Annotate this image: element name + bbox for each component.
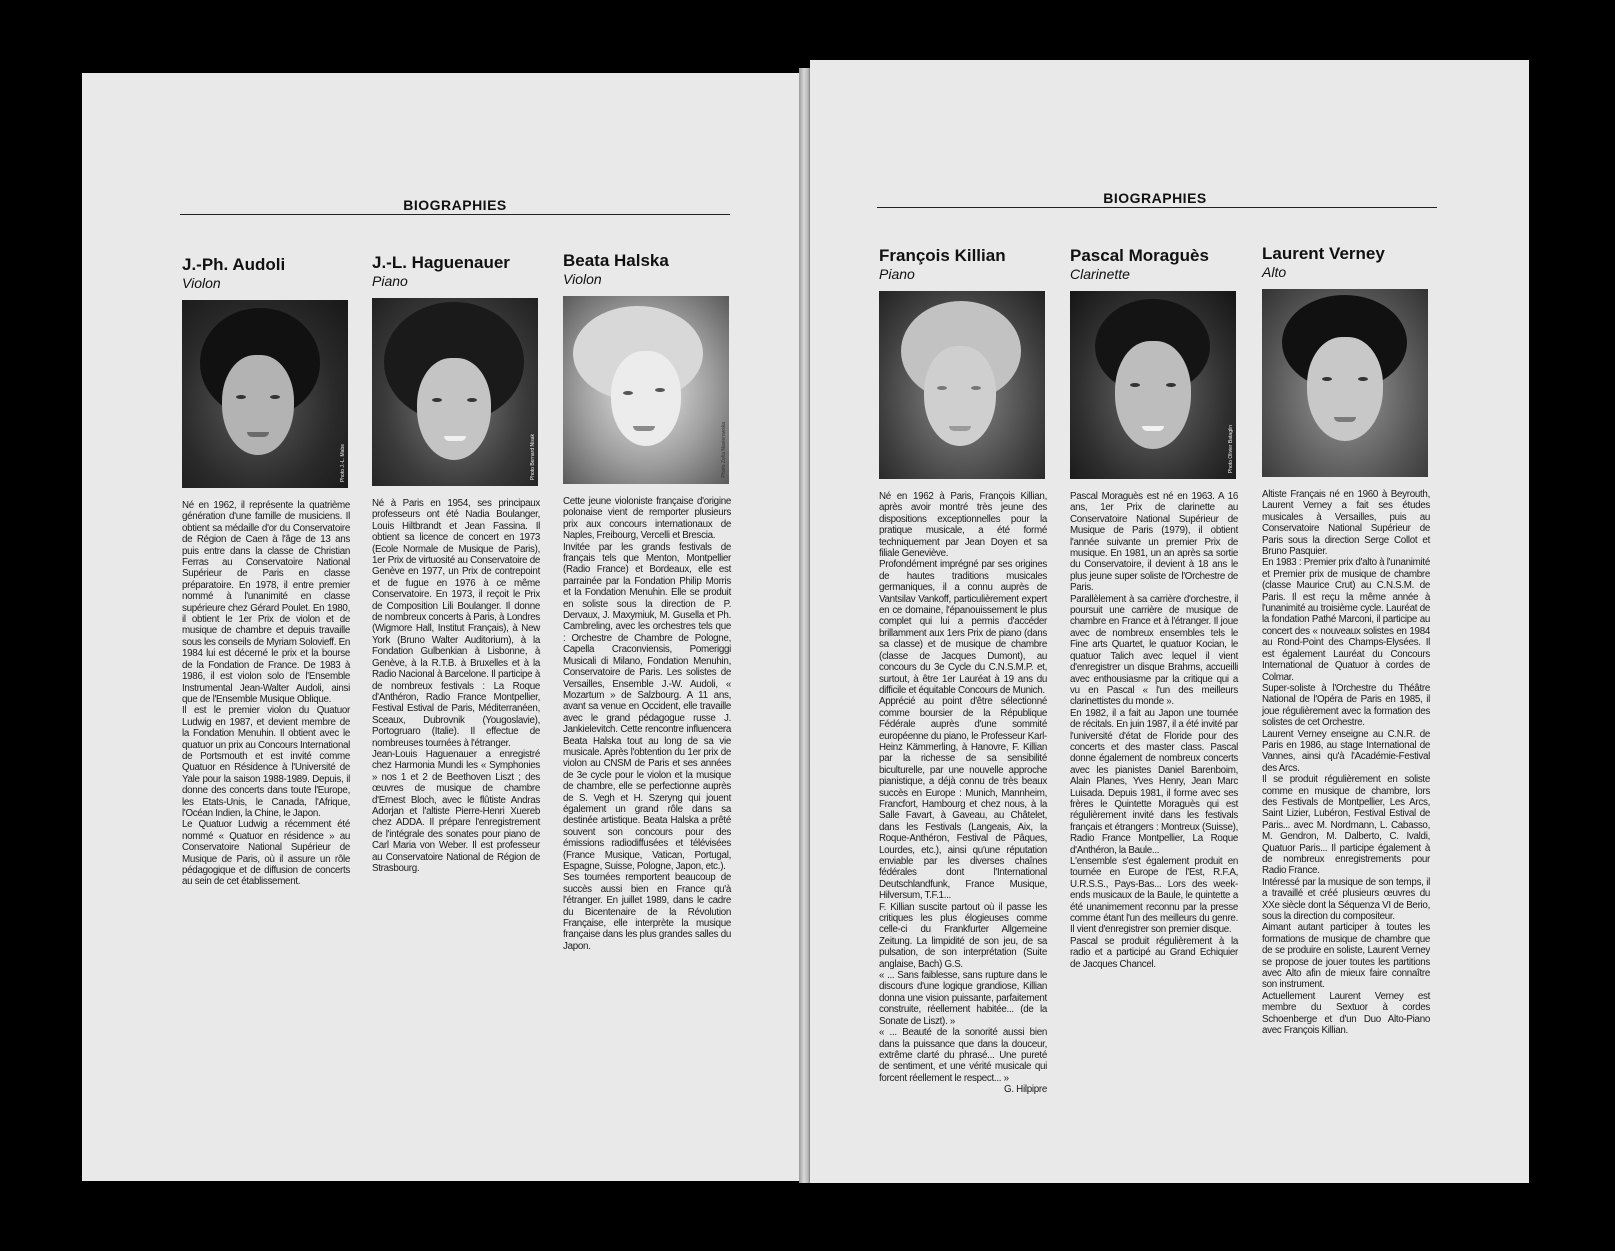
photo-credit: Photo Olivier Bataglin xyxy=(1228,424,1234,473)
bio-paragraph: Né en 1962, il représente la quatrième génération d'une famille de musiciens. Il obtient sa médaille d'or du Conservatoire de Région de Caen à l'âge de 13 ans puis entre dans la classe de Christian Ferras au Conservatoire National Supérieur de Paris en classe préparatoire. En 1978, il entre premier nommé à l'unanimité en classe supérieure chez Gérard Poulet. En 1980, il obtient le 1er Prix de violon et de musique de chambre et depuis travaille sous les conseils de Myriam Solovieff. En 1984 lui est décerné le prix et la bourse de la Fondation de France. De 1983 à 1986, il est violon solo de l'Ensemble Instrumental Jean-Walter Audoli, ainsi que de l'Ensemble Musique Oblique. xyxy=(182,500,350,705)
photo-credit: Photo J.-L. Mabe xyxy=(340,443,346,482)
artist-biography xyxy=(182,500,350,888)
bio-paragraph: Né à Paris en 1954, ses principaux professeurs ont été Nadia Boulanger, Louis Hiltbrandt et Jean Fassina. Il obtient sa licence de concert en 1973 (Ecole Normale de Musique de Paris), 1er Prix de virtuosité au Conservatoire de Genève en 1977, un Prix de contrepoint et de fugue en 1976 à ce même Conservatoire. En 1973, il reçoit le Prix de Composition Lili Boulanger. Il donne de nombreux concerts à Paris, à Londres (Wigmore Hall, Institut Français), à New York (Bruno Walter Auditorium), à la Fondation Gulbenkian à Lisbonne, à Genève, à la R.T.B. à Bruxelles et à la Radio Nacional à Barcelone. Il participe à de nombreux festivals : La Roque d'Anthéron, Radio France Montpellier, Festival Estival de Paris, Méditerranéen, Sceaux, Dubrovnik (Yougoslavie), Portogruaro (Italie). Il effectue de nombreuses tournées à l'étranger. xyxy=(372,498,540,749)
bio-paragraph: Il est le premier violon du Quatuor Ludwig en 1987, et devient membre de la Fondation Menuhin. Il obtient avec le quatuor un prix au Concours International de Portsmouth et est invité comme Quatuor en Résidence à l'Université de Yale pour la saison 1988-1989. Depuis, il donne des concerts dans toute l'Europe, les Etats-Unis, le Canada, l'Afrique, l'Océan Indien, la Chine, le Japon. xyxy=(182,705,350,819)
bio-paragraph: En 1983 : Premier prix d'alto à l'unanimité et Premier prix de musique de chambre (classe Maurice Crut) au C.N.S.M. de Paris. Il est reçu la même année à l'unanimité au troisième cycle. Lauréat de la fondation Pathé Marconi, il participe au concert des « nouveaux solistes en 1984 au Rond-Point des Champs-Elysées. Il est également Lauréat du Concours International de Quatuor à cordes de Colmar. xyxy=(1262,557,1430,683)
artist-name: Laurent Verney xyxy=(1262,244,1385,263)
review-signature: G. Hilpipre xyxy=(1004,1084,1047,1096)
left-header-rule xyxy=(180,214,730,215)
artist-photo xyxy=(1070,291,1236,479)
artist-photo xyxy=(372,298,538,486)
bio-paragraph: Aimant autant participer à toutes les formations de musique de chambre que de se produire en soliste, Laurent Verney se propose de jouer toutes les partitions avec Alto afin de mieux faire connaître son instrument. xyxy=(1262,922,1430,991)
bio-paragraph: Pascal Moraguès est né en 1963. A 16 ans, 1er Prix de clarinette au Conservatoire National Supérieur de Musique de Paris (1979), il obtient l'année suivante un premier Prix de musique. En 1981, un an après sa sortie du Conservatoire, il devient à 18 ans le plus jeune super soliste de l'Orchestre de Paris. xyxy=(1070,491,1238,594)
artist-biography xyxy=(372,498,540,874)
bio-paragraph: Invitée par les grands festivals de français tels que Menton, Montpellier (Radio France) et Bordeaux, elle est parrainée par la Fondation Philip Morris et la Fondation Menuhin. Elle se produit en soliste sous la direction de P. Dervaux, J. Maxymiuk, M. Gusella et Ph. Cambreling, avec les orchestres tels que : Orchestre de Chambre de Pologne, Capella Craconviensis, Pomeriggi Musicali di Milano, Fondation Menuhin, Conservatoire de Paris. Les solistes de Versailles, Ensemble J.-W. Audoli, « Mozartum » de Salzbourg. A 11 ans, avant sa venue en Occident, elle travaille avec le grand pédagogue russe J. Jankielevitch. Cette rencontre influencera Beata Halska tout au long de sa vie musicale. Après l'obtention du 1er prix de violon au CNSM de Paris et ses années de 3e cycle pour le violon et la musique de chambre, elle se perfectionne auprès de S. Vegh et H. Szeryng qui jouent également un grand rôle dans sa destinée artistique. Beata Halska a prêté souvent son concours pour des émissions radiodiffusées et télévisées (France Musique, Vatican, Portugal, Espagne, Suisse, Pologne, Japon, etc.). xyxy=(563,541,731,872)
bio-paragraph: Super-soliste à l'Orchestre du Théâtre National de l'Opéra de Paris en 1985, il joue régulièrement avec la formation des solistes de cet Orchestre. xyxy=(1262,682,1430,729)
artist-instrument: Violon xyxy=(563,271,602,287)
artist-column-audoli xyxy=(182,255,350,888)
artist-name: Pascal Moraguès xyxy=(1070,246,1209,265)
bio-paragraph: L'ensemble s'est également produit en tournée en Europe de l'Est, R.F.A, U.R.S.S., Pays-Bas... Lors des week-ends musicaux de la Baule, le quintette a été unanimement reconnu par la presse comme étant l'un des meilleurs du genre. Il vient d'enregistrer son premier disque. xyxy=(1070,856,1238,936)
right-page-header: BIOGRAPHIES xyxy=(1103,190,1207,206)
bio-paragraph: Profondément imprégné par ses origines de hautes traditions musicales germaniques, il a connu auprès de Vantsilav Vankoff, particulièrement expert en ce domaine, l'épanouissement le plus complet qui lui a permis d'accéder brillamment aux 1ers Prix de piano (dans sa classe) et de musique de chambre (classe de Jacques Dumont), au concours du 3e Cycle du C.N.S.M.P. et, surtout, à être 1er Lauréat à 19 ans du difficile et équitable Concours de Munich. xyxy=(879,559,1047,696)
page-gutter xyxy=(799,68,810,1183)
artist-column-killian xyxy=(879,246,1047,1096)
bio-paragraph: Parallèlement à sa carrière d'orchestre, il poursuit une carrière de musique de chambre en France et à l'étranger. Il joue avec de nombreux ensembles tels le Fine arts Quartet, le quatuor Kocian, le quatuor Talich avec lequel il vient d'enregistrer un disque Brahms, accueilli avec enthousiasme par la critique qui a vu en Pascal « l'un des meilleurs clarinettistes du monde ». xyxy=(1070,593,1238,708)
artist-column-halska xyxy=(563,251,731,952)
right-header-rule xyxy=(877,207,1437,208)
bio-paragraph: Ses tournées remportent beaucoup de succès aussi bien en France qu'à l'étranger. En juillet 1989, dans le cadre du Bicentenaire de la Révolution Française, elle interprète la musique française dans les plus grandes salles du Japon. xyxy=(563,872,731,952)
artist-instrument: Clarinette xyxy=(1070,266,1130,282)
artist-instrument: Violon xyxy=(182,275,221,291)
bio-paragraph: Jean-Louis Haguenauer a enregistré chez Harmonia Mundi les « Symphonies » nos 1 et 2 de Beethoven Liszt ; des œuvres de musique de chambre d'Ernest Bloch, avec le flûtiste Andras Adorjan et l'altiste Pierre-Henri Xuereb chez ADDA. Il prépare l'enregistrement de l'intégrale des sonates pour piano de Carl Maria von Weber. Il est professeur au Conservatoire National de Région de Strasbourg. xyxy=(372,748,540,874)
bio-paragraph: Apprécié au point d'être sélectionné comme boursier de la République Fédérale auprès d'une sommité européenne du piano, le Professeur Karl-Heinz Kämmerling, à Hanovre, F. Killian par la richesse de sa sensibilité biculturelle, par une nouvelle approche pianistique, a déjà connu de très beaux succès en Europe : Munich, Mannheim, Francfort, Hambourg et chez nous, à la Salle Favart, à Gaveau, au Châtelet, dans les Festivals (Langeais, Aix, la Roque-Anthéron, Festival de Pâques, Lourdes, etc.), ainsi qu'une réputation enviable par les diverses chaînes fédérales dont l'International Deutschlandfunk, France Musique, Hilversum, T.F.1... xyxy=(879,696,1047,902)
artist-biography xyxy=(1262,489,1430,1037)
artist-instrument: Piano xyxy=(372,273,408,289)
artist-photo xyxy=(879,291,1045,479)
artist-name: J.-Ph. Audoli xyxy=(182,255,286,274)
artist-column-haguenauer xyxy=(372,253,540,874)
bio-paragraph: En 1982, il a fait au Japon une tournée de récitals. En juin 1987, il a été invité par l'université d'état de Floride pour des concerts et des master class. Pascal donne également de nombreux concerts avec les pianistes Daniel Barenboim, Alain Planes, Yves Henry, Jean Marc Luisada. Depuis 1981, il forme avec ses frères le Quintette Moraguès qui est régulièrement invité dans les festivals français et étrangers : Montreux (Suisse), Radio France Montpellier, La Roque d'Anthéron, la Baule... xyxy=(1070,707,1238,856)
artist-column-verney xyxy=(1262,244,1430,1037)
photo-credit: Photo Zofia Nasierowska xyxy=(721,422,727,478)
left-page-header: BIOGRAPHIES xyxy=(403,197,507,213)
artist-photo xyxy=(1262,289,1428,477)
bio-paragraph: Né en 1962 à Paris, François Killian, après avoir montré très jeune des dispositions exceptionnelles pour la pratique musicale, a été formé techniquement par Jean Doyen et sa filiale Geneviève. xyxy=(879,491,1047,560)
photo-credit: Photo Bernard Nisak xyxy=(530,433,536,480)
artist-column-moragues xyxy=(1070,246,1238,970)
bio-paragraph: F. Killian suscite partout où il passe les critiques les plus élogieuses comme celle-ci du Frankfurter Allgemeine Zeitung. La limpidité de son jeu, de sa pulsation, de son interprétation (Suite anglaise, Bach) G.S. xyxy=(879,901,1047,970)
bio-paragraph: Pascal se produit régulièrement à la radio et a participé au Grand Echiquier de Jacques Chancel. xyxy=(1070,935,1238,970)
artist-biography xyxy=(563,496,731,952)
bio-paragraph: Le Quatuor Ludwig a récemment été nommé « Quatuor en résidence » au Conservatoire National Supérieur de Musique de Paris, où il assure un rôle pédagogique et de diffusion de concerts au sein de cet établissement. xyxy=(182,819,350,888)
artist-biography xyxy=(879,491,1047,1096)
artist-photo xyxy=(563,296,729,484)
artist-biography xyxy=(1070,491,1238,970)
artist-name: François Killian xyxy=(879,246,1006,265)
bio-paragraph: Intéressé par la musique de son temps, il a travaillé et créé plusieurs œuvres du XXe siècle dont la Séquenza VI de Berio, sous la direction du compositeur. xyxy=(1262,876,1430,923)
bio-paragraph: Altiste Français né en 1960 à Beyrouth, Laurent Verney a fait ses études musicales à Versailles, puis au Conservatoire National Supérieur de Paris sous la direction Serge Collot et Bruno Pasquier. xyxy=(1262,489,1430,558)
artist-photo xyxy=(182,300,348,488)
artist-name: Beata Halska xyxy=(563,251,669,270)
bio-paragraph: « ... Beauté de la sonorité aussi bien dans la puissance que dans la douceur, extrême clarté du phrasé... Une pureté de sentiment, et une vérité musicale qui forcent réellement le respect... » xyxy=(879,1027,1047,1084)
bio-paragraph: Laurent Verney enseigne au C.N.R. de Paris en 1986, au stage International de Vannes, ainsi qu'à l'Académie-Festival des Arcs. xyxy=(1262,728,1430,774)
bio-paragraph: « ... Sans faiblesse, sans rupture dans le discours d'une logique grandiose, Killian donna une vision puissante, parfaitement construite, réellement habitée... (de la Sonate de Liszt). » xyxy=(879,970,1047,1027)
bio-paragraph: Cette jeune violoniste française d'origine polonaise vient de remporter plusieurs prix aux concours internationaux de Naples, Freibourg, Vercelli et Brescia. xyxy=(563,496,731,542)
bio-paragraph: Actuellement Laurent Verney est membre du Sextuor à cordes Schoenberge et d'un Duo Alto-Piano avec François Killian. xyxy=(1262,990,1430,1037)
artist-instrument: Alto xyxy=(1262,264,1287,280)
artist-instrument: Piano xyxy=(879,266,915,282)
artist-name: J.-L. Haguenauer xyxy=(372,253,510,272)
bio-paragraph: Il se produit régulièrement en soliste comme en musique de chambre, lors des Festivals de Montpellier, Les Arcs, Saint Lizier, Lubéron, Festival Estival de Paris... avec M. Nordmann, L. Cabasso, M. Gendron, M. Dalberto, C. Ivaldi, Quatuor Paris... Il participe également à de nombreux enregistrements pour Radio France. xyxy=(1262,774,1430,877)
